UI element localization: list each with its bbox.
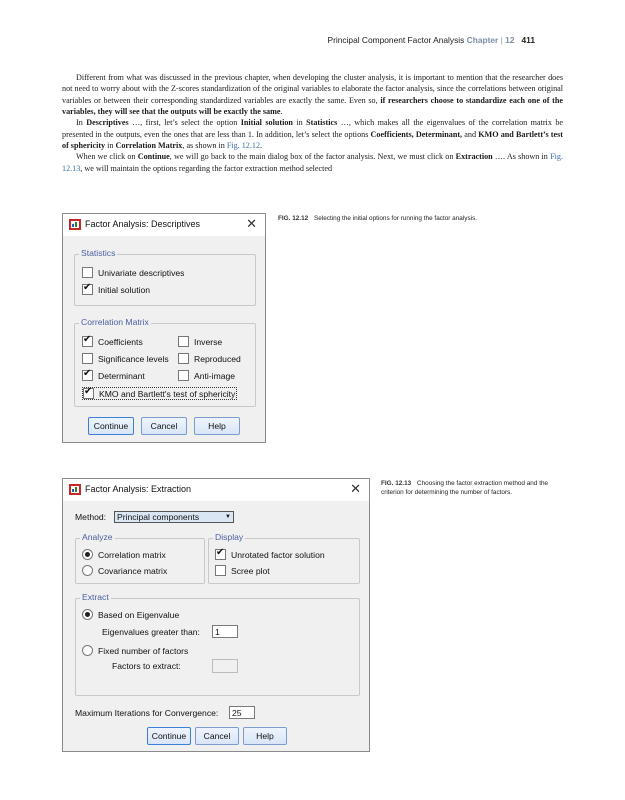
statistics-group	[74, 248, 256, 306]
checkbox-box	[215, 565, 226, 576]
anti-image-checkbox[interactable]: Anti-image	[178, 370, 235, 381]
group-label: Display	[215, 532, 244, 542]
checkmark-icon	[82, 336, 93, 347]
dialog-title: Factor Analysis: Descriptives	[85, 219, 201, 229]
cancel-button[interactable]: Cancel	[141, 417, 187, 435]
based-on-eigenvalue-radio[interactable]: Based on Eigenvalue	[82, 609, 179, 620]
figure-link[interactable]: Fig. 12.12	[226, 141, 261, 151]
radio-icon	[82, 645, 93, 656]
correlation-matrix-radio[interactable]: Correlation matrix	[82, 549, 166, 560]
covariance-matrix-radio[interactable]: Covariance matrix	[82, 565, 167, 576]
radio-icon	[82, 565, 93, 576]
caption-text: Choosing the factor extraction method and the criterion for determining the number of factors.	[381, 480, 549, 496]
checkbox-box	[82, 353, 93, 364]
eigenvalues-label: Eigenvalues greater than:	[102, 627, 200, 637]
running-header	[327, 35, 535, 45]
display-group	[208, 532, 360, 584]
fixed-number-radio[interactable]: Fixed number of factors	[82, 645, 188, 656]
factors-to-extract-input[interactable]	[212, 659, 238, 673]
max-iterations-input[interactable]: 25	[229, 706, 255, 719]
initial-solution-checkbox[interactable]	[82, 284, 150, 295]
radio-selected-icon	[82, 609, 93, 620]
correlation-matrix-group	[74, 317, 256, 407]
checkbox-box	[178, 336, 189, 347]
significance-checkbox[interactable]: Significance levels	[82, 353, 169, 364]
continue-button[interactable]: Continue	[88, 417, 134, 435]
paragraph-1: Different from what was discussed in the previous chapter, when developing the cluster analysis, it is important to mention that the researcher does not need to worry about with the Z-scores standardization of the original variables to elaborate the factor analysis, since the correlations between original variables or between their corresponding standardized variables are exactly the same. Even so, if researchers choose to standardize each one of the variables, they will see that the outputs will be exactly the same.	[62, 73, 563, 117]
figure-caption	[278, 214, 568, 223]
checkbox-box	[82, 267, 93, 278]
descriptives-dialog	[62, 213, 266, 443]
checkmark-icon	[82, 284, 93, 295]
extract-group	[75, 592, 360, 696]
group-label: Statistics	[81, 248, 116, 258]
dialog-title: Factor Analysis: Extraction	[85, 484, 192, 494]
figure-link[interactable]: Fig. 12.13	[62, 152, 563, 173]
checkmark-icon	[215, 549, 226, 560]
caption-text: Selecting the initial options for running the factor analysis.	[313, 215, 478, 222]
checkbox-box	[178, 353, 189, 364]
help-button[interactable]: Help	[243, 727, 287, 745]
reproduced-checkbox[interactable]: Reproduced	[178, 353, 241, 364]
spss-app-icon	[69, 484, 81, 495]
scree-plot-checkbox[interactable]: Scree plot	[215, 565, 270, 576]
header-chapter: Chapter	[466, 35, 499, 45]
dialog-titlebar	[63, 214, 265, 236]
header-title: Principal Component Factor Analysis	[327, 35, 465, 45]
help-button[interactable]: Help	[194, 417, 240, 435]
method-dropdown[interactable]: Principal components ▼	[114, 511, 234, 523]
factors-to-extract-label: Factors to extract:	[112, 661, 181, 671]
body-text	[62, 72, 563, 174]
spss-app-icon	[69, 219, 81, 230]
paragraph-3: When we click on Continue, we will go back to the main dialog box of the factor analysis. Next, we must click on Extraction …. As shown in Fig. 12.13, we will maintain the options regarding the factor extraction method selected	[62, 152, 563, 173]
close-icon[interactable]: ✕	[350, 481, 361, 496]
paragraph-2: In Descriptives …, first, let’s select the option Initial solution in Statistics …, which makes all the eigenvalues of the correlation matrix be presented in the outputs, even the ones that are less than 1. In addition, let’s select the options Coefficients, Determinant, and KMO and Bartlett’s test of sphericity in Correlation Matrix, as shown in Fig. 12.12.	[62, 118, 563, 151]
max-iterations-label: Maximum Iterations for Convergence:	[75, 708, 219, 718]
group-label: Correlation Matrix	[81, 317, 149, 327]
extraction-dialog	[62, 478, 370, 752]
checkbox-label: Univariate descriptives	[98, 267, 185, 278]
kmo-checkbox[interactable]: ✔ KMO and Bartlett's test of sphericity	[82, 387, 237, 400]
figure-label: FIG. 12.13	[381, 480, 412, 487]
method-label: Method:	[75, 512, 107, 522]
figure-caption	[381, 479, 567, 497]
coefficients-checkbox[interactable]: ✔ Coefficients	[82, 336, 143, 347]
analyze-group	[75, 532, 205, 584]
determinant-checkbox[interactable]: ✔ Determinant	[82, 370, 145, 381]
radio-selected-icon	[82, 549, 93, 560]
checkmark-icon	[83, 388, 94, 399]
checkbox-box	[178, 370, 189, 381]
continue-button[interactable]: Continue	[147, 727, 191, 745]
unrotated-solution-checkbox[interactable]: ✔ Unrotated factor solution	[215, 549, 325, 560]
group-label: Extract	[82, 592, 109, 602]
group-label: Analyze	[82, 532, 113, 542]
header-chapter-number: 12	[505, 35, 515, 45]
figure-label: FIG. 12.12	[278, 215, 309, 222]
cancel-button[interactable]: Cancel	[195, 727, 239, 745]
univariate-checkbox[interactable]	[82, 267, 184, 278]
header-page-number: 411	[521, 35, 535, 45]
dialog-titlebar	[63, 479, 369, 501]
checkmark-icon	[82, 370, 93, 381]
eigenvalue-input[interactable]: 1	[212, 625, 238, 638]
header-separator: |	[500, 35, 503, 45]
close-icon[interactable]: ✕	[246, 216, 257, 231]
checkbox-label: Initial solution	[98, 284, 151, 295]
chevron-down-icon: ▼	[225, 514, 231, 520]
inverse-checkbox[interactable]: Inverse	[178, 336, 222, 347]
